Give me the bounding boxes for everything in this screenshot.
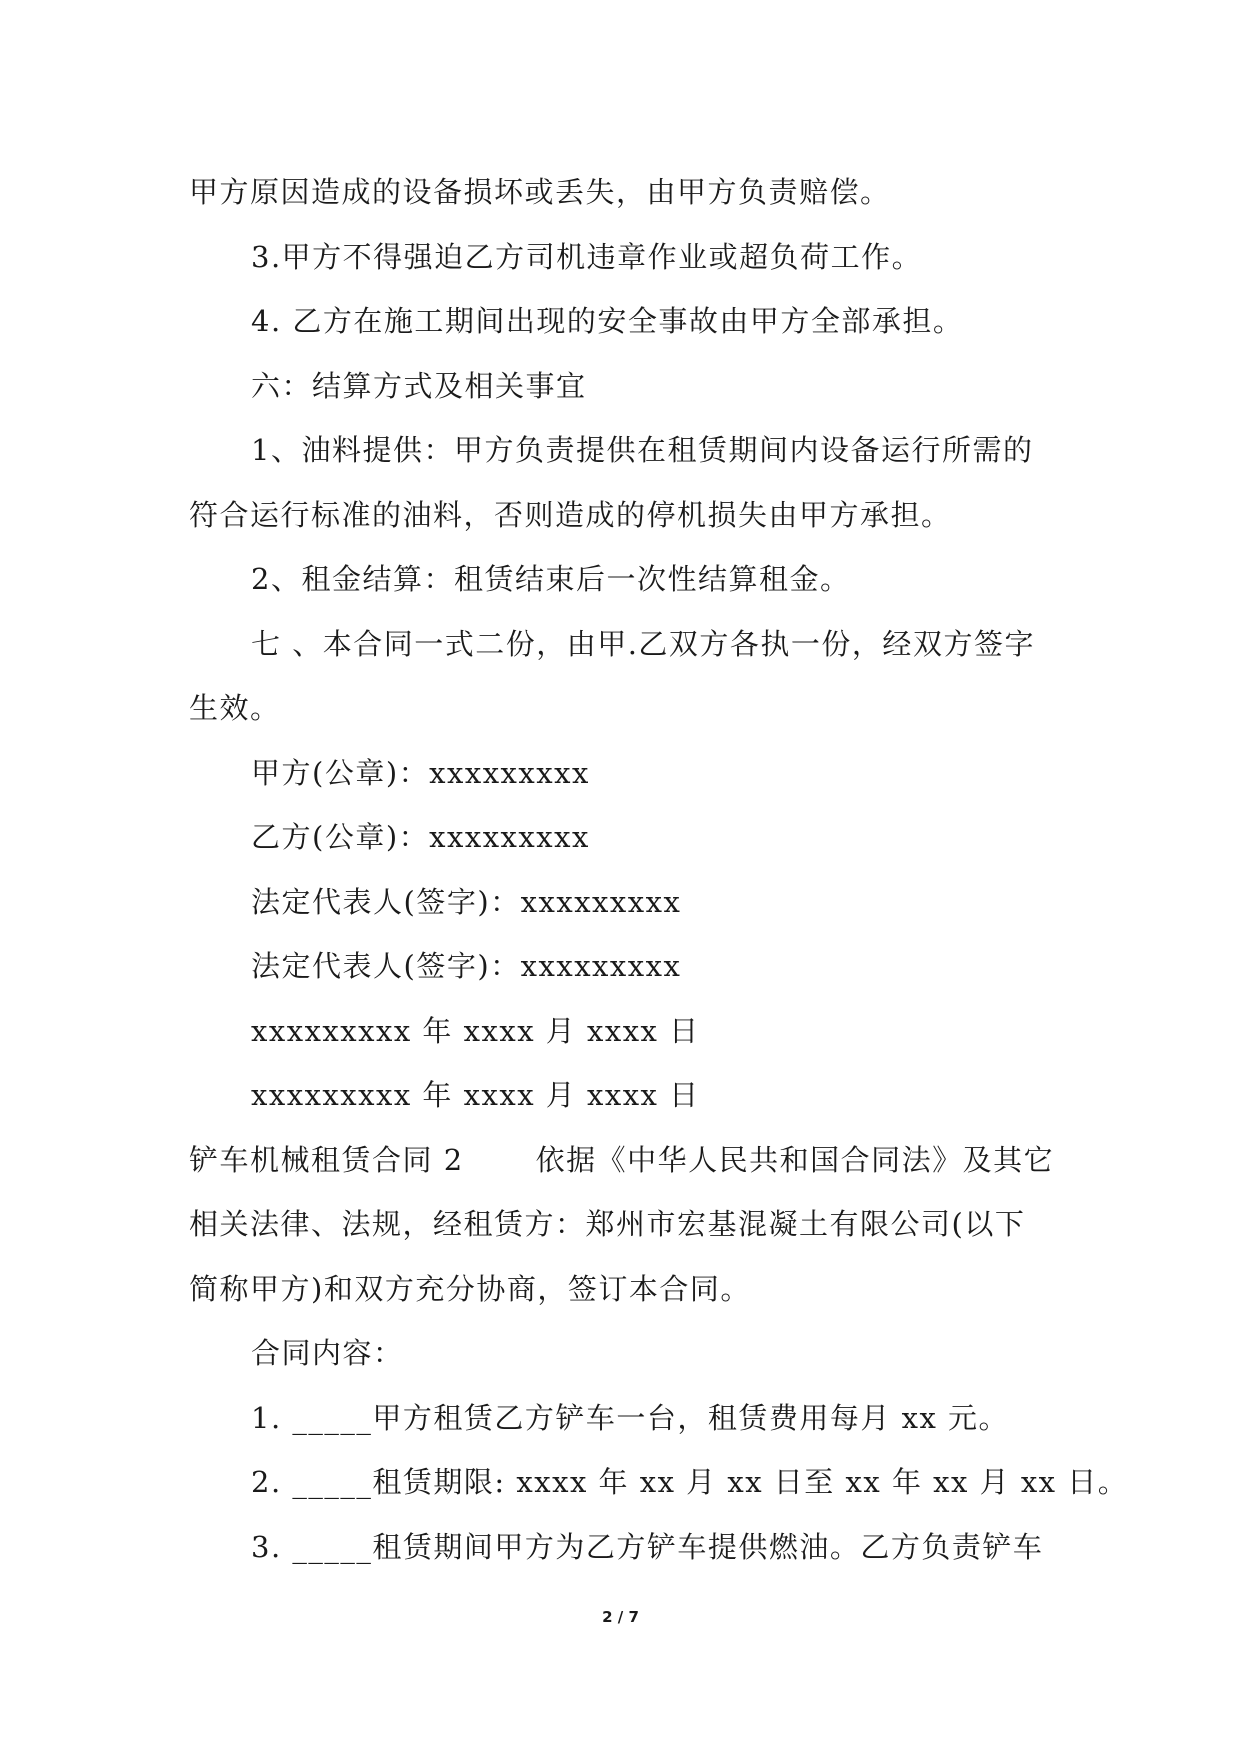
paragraph-line: 4. 乙方在施工期间出现的安全事故由甲方全部承担。 [251, 304, 964, 338]
signing-date-b: xxxxxxxxx 年 xxxx 月 xxxx 日 [251, 1078, 700, 1112]
paragraph-line: 七 、本合同一式二份，由甲.乙双方各执一份，经双方签字 [251, 626, 1035, 661]
legal-representative-b: 法定代表人(签字)：xxxxxxxxx [251, 949, 682, 983]
page-number: 2 / 7 [602, 1608, 639, 1626]
paragraph-line: 相关法律、法规，经租赁方：郑州市宏基混凝土有限公司(以下 [189, 1207, 1026, 1241]
contract-clause: 2. _____租赁期限: xxxx 年 xx 月 xx 日至 xx 年 xx 月 xx 日。 [251, 1465, 1129, 1499]
signing-date-a: xxxxxxxxx 年 xxxx 月 xxxx 日 [251, 1013, 700, 1048]
signature-party-b: 乙方(公章)：xxxxxxxxx [251, 820, 590, 854]
contract-heading-line [189, 1128, 1059, 1193]
document-body [189, 160, 1129, 1579]
section-heading: 合同内容： [251, 1336, 404, 1370]
section-heading: 六：结算方式及相关事宜 [251, 368, 587, 403]
paragraph-line: 生效。 [189, 691, 281, 725]
paragraph-line: 3.甲方不得强迫乙方司机违章作业或超负荷工作。 [251, 239, 923, 274]
contract-title: 铲车机械租赁合同 2 [189, 1142, 464, 1177]
paragraph-line: 符合运行标准的油料，否则造成的停机损失由甲方承担。 [189, 497, 952, 532]
paragraph-line: 简称甲方)和双方充分协商，签订本合同。 [189, 1271, 751, 1306]
paragraph-line: 2、租金结算：租赁结束后一次性结算租金。 [251, 562, 851, 596]
signature-party-a: 甲方(公章)：xxxxxxxxx [251, 755, 590, 790]
contract-clause: 1. _____甲方租赁乙方铲车一台，租赁费用每月 xx 元。 [251, 1400, 1010, 1435]
paragraph-line: 甲方原因造成的设备损坏或丢失，由甲方负责赔偿。 [189, 175, 891, 209]
contract-intro: 依据《中华人民共和国合同法》及其它 [535, 1142, 1055, 1177]
paragraph-line: 1、油料提供：甲方负责提供在租赁期间内设备运行所需的 [251, 433, 1034, 467]
contract-clause: 3. _____租赁期间甲方为乙方铲车提供燃油。乙方负责铲车 [251, 1529, 1044, 1564]
legal-representative-a: 法定代表人(签字)：xxxxxxxxx [251, 884, 682, 919]
